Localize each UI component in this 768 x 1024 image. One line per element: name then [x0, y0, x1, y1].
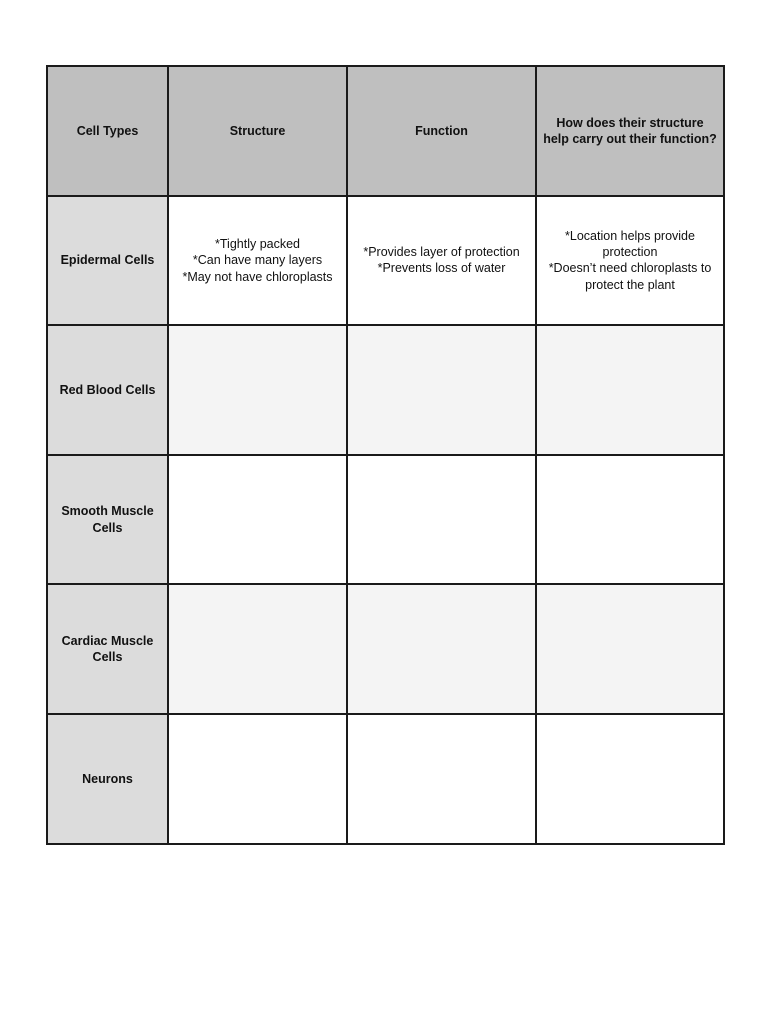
function-line: *Prevents loss of water: [377, 261, 506, 276]
how-line: *Doesn’t need chloroplasts to protect the plant: [548, 261, 712, 292]
header-structure: Structure: [168, 66, 347, 196]
function-cell[interactable]: [347, 325, 536, 455]
structure-cell[interactable]: [168, 196, 347, 326]
function-line: *Provides layer of protection: [363, 245, 520, 260]
row-label-neurons: Neurons: [47, 714, 168, 844]
how-line: *Location helps provide protection: [565, 228, 695, 260]
row-label-epidermal-cells: Epidermal Cells: [47, 196, 168, 326]
header-function: Function: [347, 66, 536, 196]
table-row: [47, 325, 724, 455]
structure-line: *Tightly packed: [215, 237, 300, 252]
header-cell-types: Cell Types: [47, 66, 168, 196]
row-label-smooth-muscle-cells: Smooth Muscle Cells: [47, 455, 168, 585]
table-row: [47, 196, 724, 326]
function-cell[interactable]: [347, 196, 536, 326]
how-cell[interactable]: [536, 714, 724, 844]
how-cell[interactable]: [536, 196, 724, 326]
structure-cell[interactable]: [168, 455, 347, 585]
structure-cell[interactable]: [168, 584, 347, 714]
table-row: [47, 455, 724, 585]
cell-types-worksheet-table: [46, 65, 725, 845]
function-cell[interactable]: [347, 584, 536, 714]
function-cell[interactable]: [347, 714, 536, 844]
row-label-red-blood-cells: Red Blood Cells: [47, 325, 168, 455]
structure-line: *May not have chloroplasts: [182, 269, 333, 284]
header-structure-function-relation: How does their structure help carry out their function?: [536, 66, 724, 196]
how-cell[interactable]: [536, 325, 724, 455]
structure-cell[interactable]: [168, 325, 347, 455]
structure-line: *Can have many layers: [192, 253, 323, 268]
how-cell[interactable]: [536, 455, 724, 585]
table-row: [47, 584, 724, 714]
function-cell[interactable]: [347, 455, 536, 585]
structure-cell[interactable]: [168, 714, 347, 844]
table-row: [47, 714, 724, 844]
header-row: [47, 66, 724, 196]
how-cell[interactable]: [536, 584, 724, 714]
row-label-cardiac-muscle-cells: Cardiac Muscle Cells: [47, 584, 168, 714]
